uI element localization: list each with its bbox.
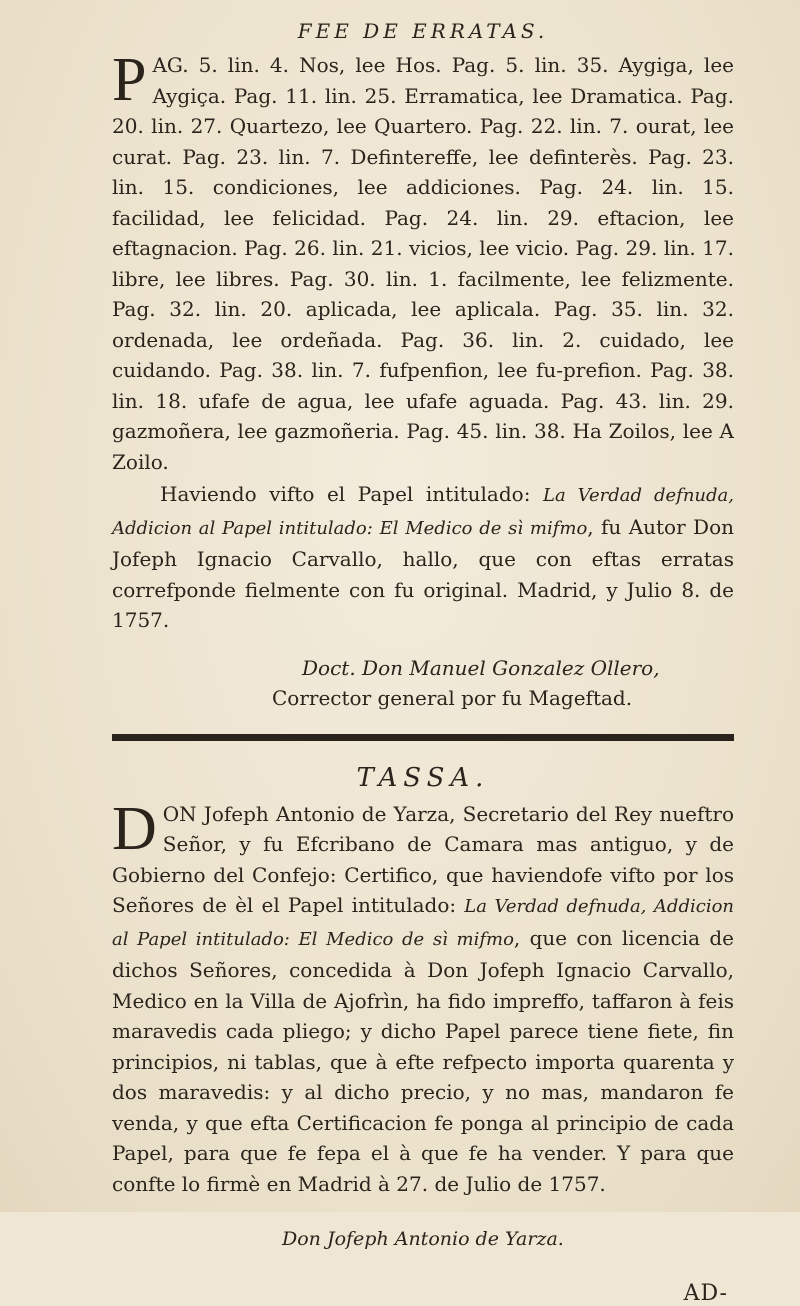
errata-dropcap: P xyxy=(112,46,147,114)
corrector-signature-name: Doct. Don Manuel Gonzalez Ollero, xyxy=(302,655,660,680)
corrector-signature-title: Corrector general por fu Mageftad. xyxy=(272,685,633,710)
errata-paragraph xyxy=(112,46,734,477)
page-title: FEE DE ERRATAS. xyxy=(297,19,549,43)
certification-paragraph xyxy=(112,479,734,636)
certification-text-2: , fu Autor Don Jofeph Ignacio Carvallo, hallo, que con eftas erratas correfponde fielmente con fu original. Madrid, y Julio 8. de 1757. xyxy=(112,514,734,632)
tassa-paragraph xyxy=(112,794,735,1200)
tassa-work-title: La Verdad defnuda, Addicion al Papel intitulado: El Medico de sì mifmo xyxy=(112,896,735,950)
secretary-signature: Don Jofeph Antonio de Yarza. xyxy=(282,1228,564,1250)
certification-work-title: La Verdad defnuda, Addicion al Papel intitulado: El Medico de sì mifmo xyxy=(112,485,734,539)
certification-text-1: Haviendo vifto el Papel intitulado: xyxy=(160,482,544,506)
tassa-dropcap: D xyxy=(112,794,157,863)
catchword: AD- xyxy=(683,1281,728,1306)
errata-text: AG. 5. lin. 4. Nos, lee Hos. Pag. 5. lin. 35. Aygiga, lee Aygiça. Pag. 11. lin. 25. Erramatica, lee Dramatica. Pag. 20. lin. 27. Quartezo, lee Quartero. Pag. 22. lin. 7. ourat, lee curat. Pag. 23. lin. 7. Defintereffe, lee definterès. Pag. 23. lin. 15. condiciones, lee addiciones. Pag. 24. lin. 15. facilidad, lee felicidad. Pag. 24. lin. 29. eftacion, lee eftagnacion. Pag. 26. lin. 21. vicios, lee vicio. Pag. 29. lin. 17. libre, lee libres. Pag. 30. lin. 1. facilmente, lee felizmente. Pag. 32. lin. 20. aplicada, lee aplicala. Pag. 35. lin. 32. ordenada, lee ordeñada. Pag. 36. lin. 2. cuidado, lee cuidando. Pag. 38. lin. 7. fufpenfion, lee fu-prefion. Pag. 38. lin. 18. ufafe de agua, lee ufafe aguada. Pag. 43. lin. 29. gazmoñera, lee gazmoñeria. Pag. 45. lin. 38. Ha Zoilos, lee A Zoilo. xyxy=(112,53,734,474)
tassa-text-2: , que con licencia de dichos Señores, concedida à Don Jofeph Ignacio Carvallo, Medico en la Villa de Ajofrìn, ha fido impreffo, taffaron à feis maravedis cada pliego; y dicho Papel parece tiene fiete, fin principios, ni tablas, que à efte refpecto importa quarenta y dos maravedis: y al dicho precio, y no mas, mandaron fe venda, y que efta Certificacion fe ponga al principio de cada Papel, para que fe fepa el à que fe ha vender. Y para que confte lo firmè en Madrid à 27. de Julio de 1757. xyxy=(112,925,734,1196)
tassa-text-1: ON Jofeph Antonio de Yarza, Secretario del Rey nueftro Señor, y fu Efcribano de Camara mas antiguo, y de Gobierno del Confejo: Certifico, que haviendofe vifto por los Señores de èl el Papel intitulado: xyxy=(112,801,734,917)
tassa-title: TASSA. xyxy=(356,762,490,793)
section-divider xyxy=(112,734,734,741)
